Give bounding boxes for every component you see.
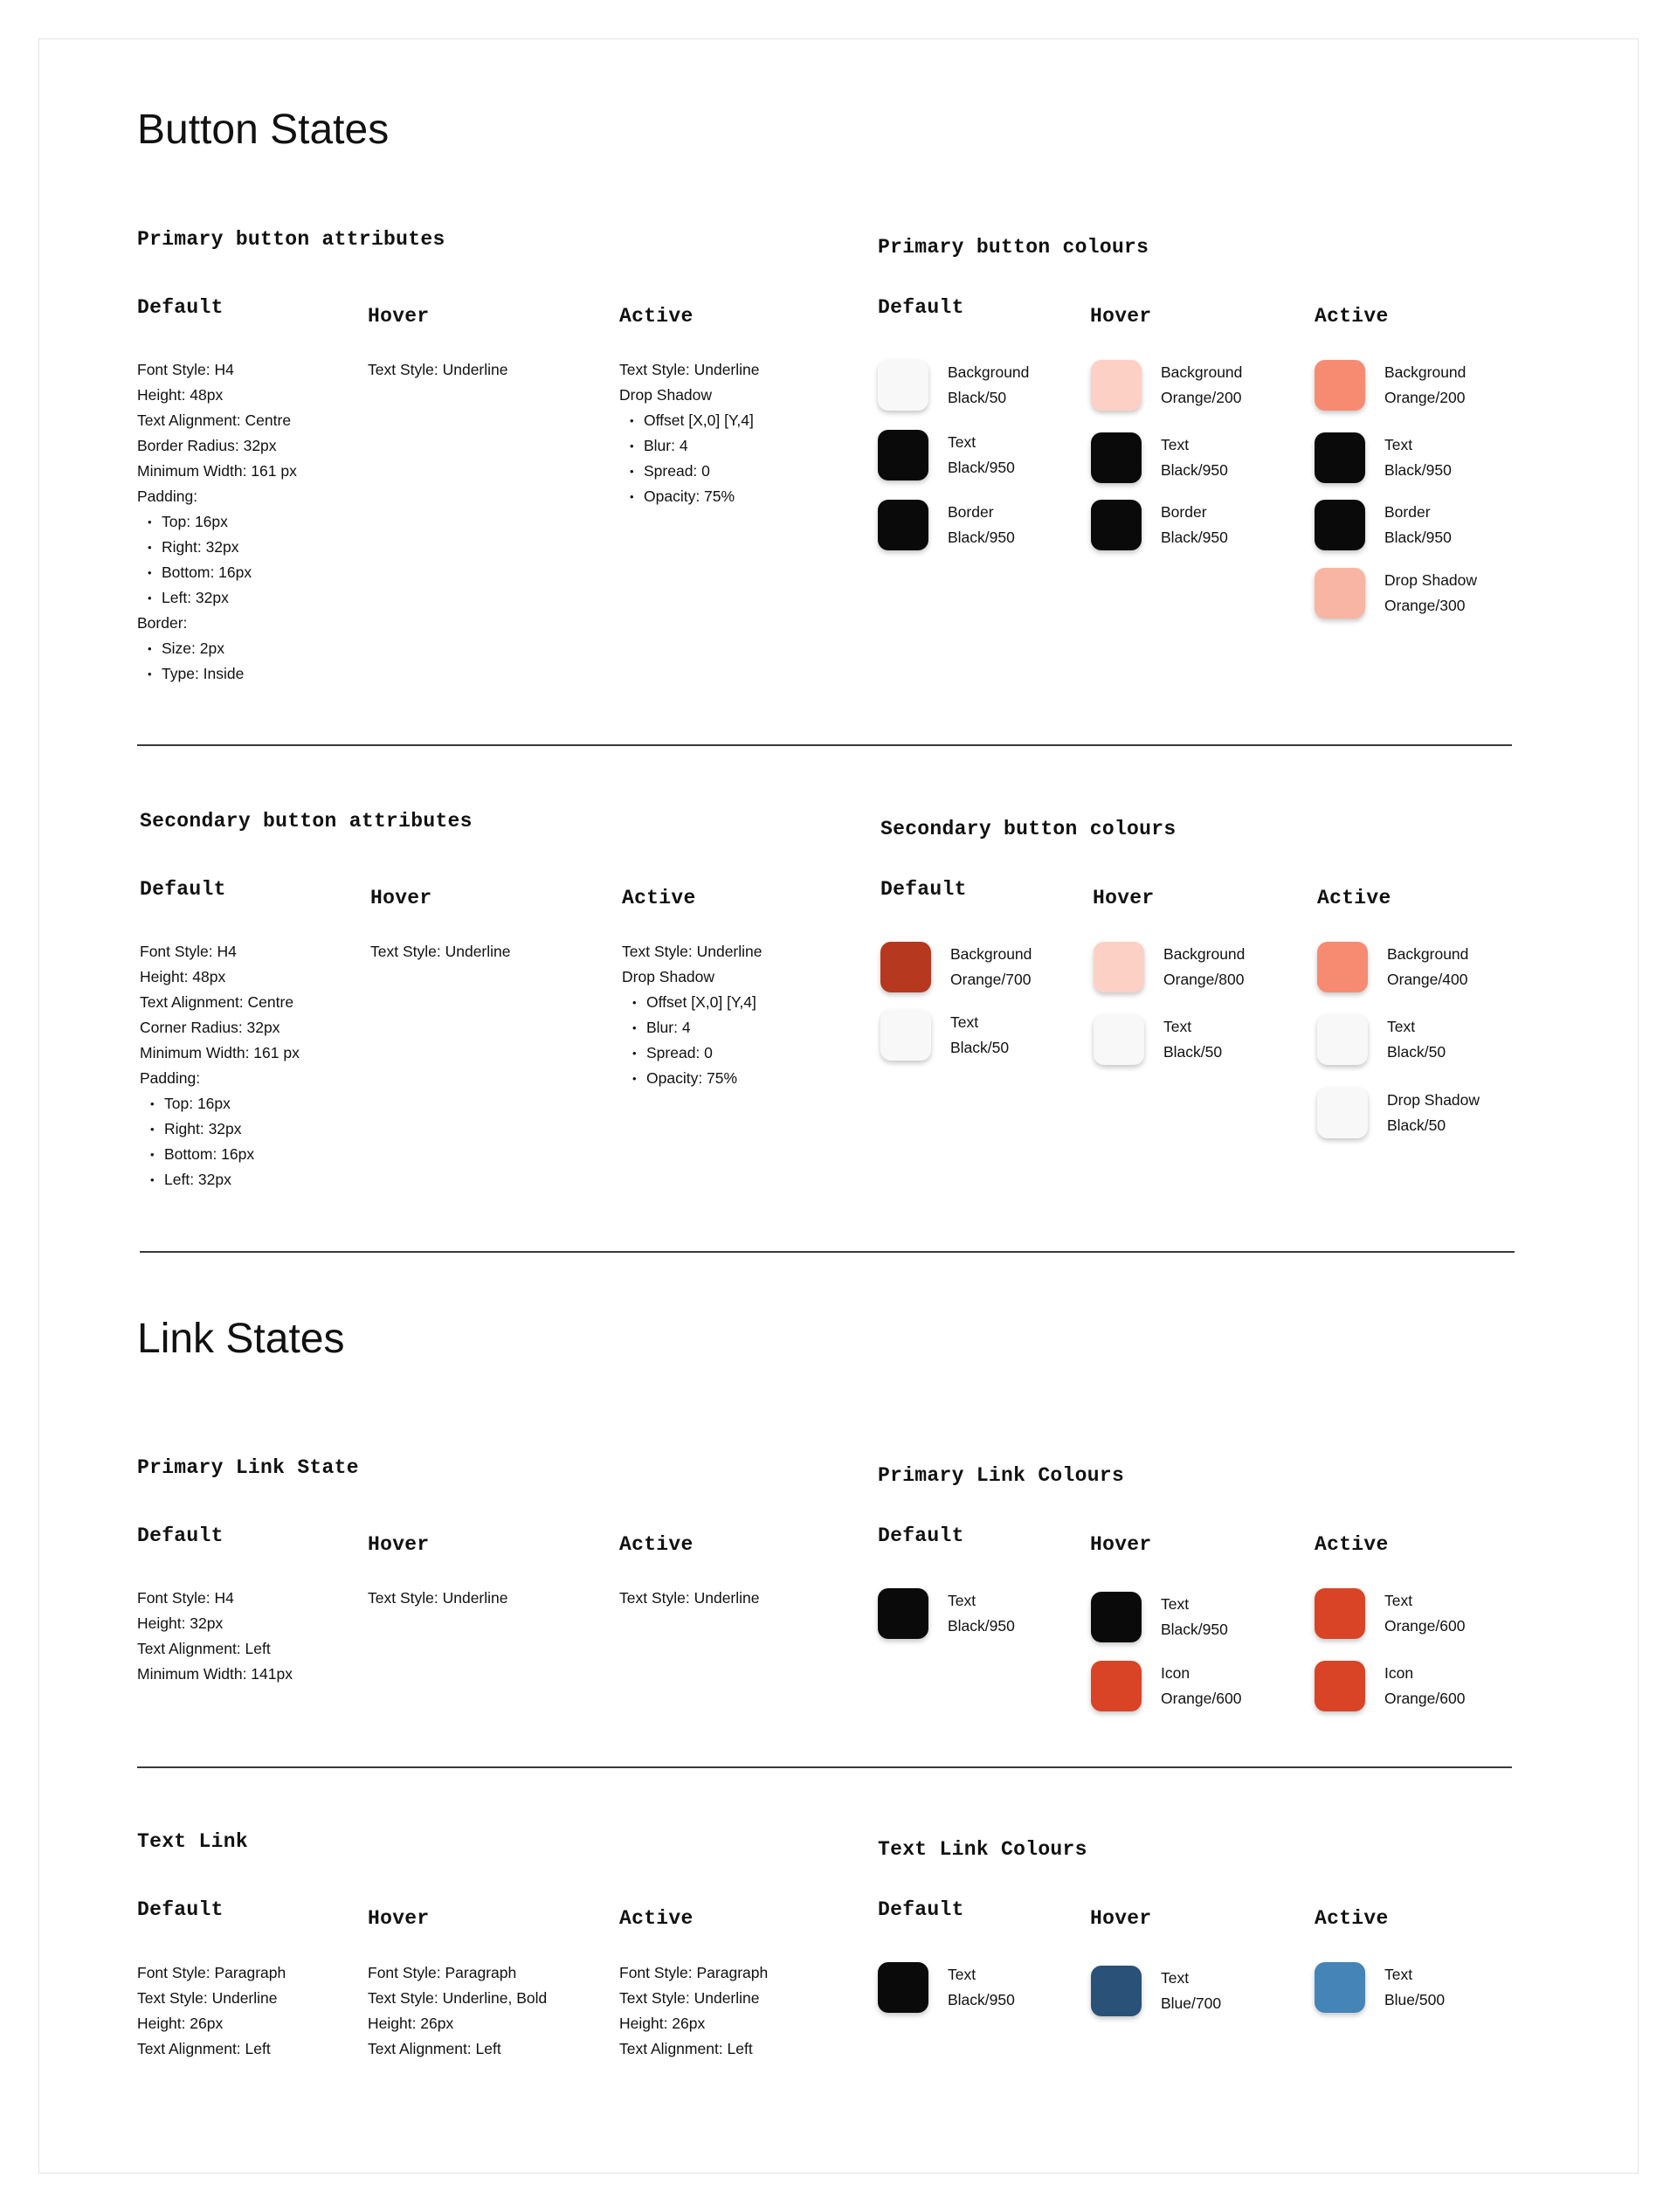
primary-link-default-heading: Default <box>137 1524 224 1547</box>
attribute-line: Height: 32px <box>137 1614 224 1632</box>
swatch-label <box>1163 1014 1222 1065</box>
attribute-line: • Right: 32px <box>137 535 297 560</box>
primary-col-default-heading: Default <box>878 296 964 319</box>
primary-link-col-active-heading: Active <box>1315 1533 1389 1556</box>
attribute-line: Font Style: H4 <box>137 1589 234 1607</box>
colour-swatch <box>880 942 931 992</box>
primary-attributes-title: Primary button attributes <box>137 228 445 251</box>
colour-swatch-row <box>1315 1661 1465 1711</box>
swatch-role: Text <box>1384 436 1413 453</box>
swatch-label <box>1163 942 1245 992</box>
swatch-role: Icon <box>1161 1664 1190 1682</box>
swatch-token: Black/950 <box>1384 461 1452 479</box>
swatch-token: Orange/700 <box>950 971 1032 988</box>
colour-swatch-row <box>1091 1592 1228 1642</box>
primary-colours-title: Primary button colours <box>878 236 1149 259</box>
swatch-role: Background <box>950 945 1032 963</box>
attribute-line: Height: 26px <box>368 2015 454 2032</box>
colour-swatch-row <box>1315 1588 1465 1639</box>
attribute-line: • Bottom: 16px <box>140 1142 300 1167</box>
attribute-line: Minimum Width: 161 px <box>137 462 297 480</box>
swatch-label <box>1384 1588 1465 1639</box>
swatch-label <box>1161 1966 1221 2016</box>
attribute-line: Text Alignment: Left <box>619 2040 753 2057</box>
attribute-line: Text Style: Underline <box>619 1589 760 1607</box>
attribute-line: Text Style: Underline <box>368 1589 508 1607</box>
primary-attr-default-list <box>137 357 297 687</box>
attribute-line: Drop Shadow <box>619 386 713 404</box>
attribute-line: • Left: 32px <box>140 1167 300 1192</box>
colour-swatch <box>1094 1014 1144 1065</box>
attribute-line: Minimum Width: 141px <box>137 1665 293 1683</box>
colour-swatch <box>1091 432 1142 483</box>
colour-swatch <box>878 500 928 550</box>
attribute-line: Corner Radius: 32px <box>140 1019 280 1036</box>
text-link-col-hover-heading: Hover <box>1090 1907 1152 1930</box>
primary-link-hover-list <box>368 1586 508 1611</box>
swatch-token: Black/950 <box>1161 529 1228 546</box>
attribute-line: • Right: 32px <box>140 1116 300 1142</box>
colour-swatch-row <box>1315 432 1452 483</box>
attribute-line: Padding: <box>137 487 198 505</box>
attribute-line: Font Style: Paragraph <box>619 1964 769 1981</box>
section-divider <box>140 1251 1515 1253</box>
swatch-role: Text <box>1163 1018 1192 1035</box>
swatch-token: Black/50 <box>1387 1043 1446 1061</box>
colour-swatch <box>1094 942 1144 992</box>
section-divider <box>137 744 1512 746</box>
swatch-label <box>948 1962 1015 2013</box>
swatch-label <box>948 1588 1015 1639</box>
secondary-attr-active-heading: Active <box>622 887 696 909</box>
attribute-line: • Blur: 4 <box>619 433 760 459</box>
colour-swatch-row <box>1315 500 1452 550</box>
attribute-line: Font Style: H4 <box>140 943 237 960</box>
swatch-label <box>1161 360 1242 411</box>
swatch-label <box>948 500 1015 550</box>
colour-swatch <box>1317 1088 1368 1138</box>
swatch-token: Blue/700 <box>1161 1994 1222 2012</box>
attribute-line: • Spread: 0 <box>619 459 760 484</box>
primary-link-default-list <box>137 1586 293 1687</box>
colour-swatch <box>1315 432 1365 483</box>
swatch-label <box>1387 1014 1446 1065</box>
swatch-token: Orange/200 <box>1384 389 1466 406</box>
swatch-role: Text <box>948 1966 977 1983</box>
attribute-line: • Top: 16px <box>140 1091 300 1116</box>
swatch-role: Drop Shadow <box>1384 571 1478 589</box>
primary-link-active-list <box>619 1586 760 1611</box>
attribute-line: Text Alignment: Left <box>368 2040 501 2057</box>
swatch-token: Black/50 <box>950 1039 1010 1056</box>
primary-attr-active-list <box>619 357 760 509</box>
colour-swatch <box>878 430 928 480</box>
swatch-role: Text <box>1161 1595 1190 1613</box>
attribute-line: Height: 48px <box>140 968 226 985</box>
swatch-token: Orange/800 <box>1163 971 1245 988</box>
colour-swatch <box>1091 360 1142 411</box>
colour-swatch <box>1315 568 1365 619</box>
swatch-token: Black/50 <box>1163 1043 1223 1061</box>
attribute-line: • Bottom: 16px <box>137 560 297 585</box>
attribute-line: Height: 26px <box>137 2015 224 2032</box>
link-states-title: Link States <box>137 1316 345 1362</box>
swatch-role: Text <box>950 1013 979 1031</box>
swatch-role: Background <box>1387 945 1469 963</box>
colour-swatch-row <box>1091 432 1228 483</box>
swatch-token: Orange/600 <box>1384 1690 1466 1707</box>
secondary-colours-title: Secondary button colours <box>880 818 1177 840</box>
primary-link-hover-heading: Hover <box>368 1533 430 1556</box>
swatch-label <box>1384 360 1466 411</box>
swatch-label <box>1384 1661 1465 1711</box>
swatch-role: Text <box>948 1592 977 1609</box>
colour-swatch <box>1091 1966 1142 2016</box>
attribute-line: • Blur: 4 <box>622 1015 763 1040</box>
swatch-role: Border <box>948 503 994 521</box>
secondary-col-active-heading: Active <box>1317 887 1391 909</box>
attribute-line: Padding: <box>140 1069 201 1087</box>
swatch-token: Black/950 <box>948 459 1015 476</box>
swatch-label <box>1387 942 1468 992</box>
section-divider <box>137 1766 1512 1768</box>
attribute-line: Font Style: H4 <box>137 361 234 378</box>
colour-swatch <box>1317 1014 1368 1065</box>
text-link-active-heading: Active <box>619 1907 694 1930</box>
primary-link-active-heading: Active <box>619 1533 694 1556</box>
attribute-line: Border: <box>137 614 188 632</box>
colour-swatch <box>1315 360 1365 411</box>
colour-swatch <box>1315 1588 1365 1639</box>
colour-swatch <box>1315 500 1365 550</box>
attribute-line: Text Alignment: Left <box>137 2040 271 2057</box>
secondary-attr-active-list <box>622 939 763 1091</box>
swatch-token: Black/50 <box>948 389 1007 406</box>
colour-swatch <box>878 360 928 411</box>
colour-swatch-row <box>878 360 1029 411</box>
swatch-label <box>950 1010 1009 1061</box>
attribute-line: Border Radius: 32px <box>137 437 277 454</box>
swatch-label <box>948 360 1029 411</box>
swatch-label <box>948 430 1015 480</box>
attribute-line: Height: 48px <box>137 386 224 404</box>
swatch-role: Border <box>1384 503 1431 521</box>
attribute-line: Height: 26px <box>619 2015 706 2032</box>
attribute-line: Text Alignment: Centre <box>140 993 294 1011</box>
secondary-attr-default-heading: Default <box>140 878 226 901</box>
colour-swatch <box>878 1962 928 2013</box>
attribute-line: Text Alignment: Left <box>137 1640 271 1657</box>
swatch-label <box>1384 1962 1445 2013</box>
swatch-token: Black/50 <box>1387 1116 1446 1134</box>
colour-swatch <box>878 1588 928 1639</box>
attribute-line: Font Style: Paragraph <box>137 1964 286 1981</box>
colour-swatch-row <box>878 500 1015 550</box>
colour-swatch <box>1315 1962 1365 2013</box>
attribute-line: Text Style: Underline, Bold <box>368 1989 548 2007</box>
colour-swatch <box>1091 500 1142 550</box>
primary-link-col-default-heading: Default <box>878 1524 964 1547</box>
attribute-line: Text Style: Underline <box>368 361 508 378</box>
primary-link-colours-title: Primary Link Colours <box>878 1464 1125 1487</box>
colour-swatch-row <box>1094 1014 1222 1065</box>
text-link-col-active-heading: Active <box>1315 1907 1389 1930</box>
swatch-role: Text <box>1387 1018 1416 1035</box>
swatch-token: Black/950 <box>948 529 1015 546</box>
secondary-attributes-title: Secondary button attributes <box>140 810 473 833</box>
text-link-title: Text Link <box>137 1830 248 1853</box>
text-link-active-list <box>619 1960 768 2062</box>
primary-col-hover-heading: Hover <box>1090 305 1152 328</box>
swatch-label <box>1384 432 1452 483</box>
colour-swatch-row <box>1317 1014 1446 1065</box>
swatch-label <box>950 942 1032 992</box>
text-link-colours-title: Text Link Colours <box>878 1838 1087 1861</box>
colour-swatch-row <box>1094 942 1245 992</box>
colour-swatch-row <box>1091 500 1228 550</box>
swatch-token: Black/950 <box>1161 461 1228 479</box>
button-states-title: Button States <box>137 107 390 153</box>
attribute-line: • Opacity: 75% <box>622 1066 763 1091</box>
primary-link-col-hover-heading: Hover <box>1090 1533 1152 1556</box>
attribute-line: • Opacity: 75% <box>619 484 760 509</box>
colour-swatch-row <box>1317 1088 1480 1138</box>
swatch-role: Text <box>1384 1966 1413 1983</box>
attribute-line: • Offset [X,0] [Y,4] <box>619 408 760 433</box>
attribute-line: • Top: 16px <box>137 509 297 535</box>
primary-attr-default-heading: Default <box>137 296 224 319</box>
colour-swatch <box>1091 1661 1142 1711</box>
spec-sheet <box>38 38 1639 2174</box>
swatch-label <box>1161 432 1228 483</box>
attribute-line: Text Style: Underline <box>619 1989 760 2007</box>
primary-col-active-heading: Active <box>1315 305 1389 328</box>
attribute-line: Text Style: Underline <box>370 943 511 960</box>
colour-swatch <box>1315 1661 1365 1711</box>
swatch-token: Orange/600 <box>1384 1617 1466 1635</box>
text-link-hover-heading: Hover <box>368 1907 430 1930</box>
swatch-label <box>1161 1661 1241 1711</box>
swatch-role: Icon <box>1384 1664 1414 1682</box>
text-link-default-heading: Default <box>137 1898 224 1921</box>
swatch-token: Blue/500 <box>1384 1991 1446 2008</box>
colour-swatch-row <box>1091 1661 1241 1711</box>
swatch-role: Text <box>1384 1592 1413 1609</box>
attribute-line: • Offset [X,0] [Y,4] <box>622 990 763 1015</box>
colour-swatch <box>1091 1592 1142 1642</box>
attribute-line: Drop Shadow <box>622 968 715 985</box>
swatch-label <box>1161 500 1228 550</box>
attribute-line: • Spread: 0 <box>622 1040 763 1066</box>
swatch-role: Background <box>948 363 1030 381</box>
swatch-label <box>1384 500 1452 550</box>
colour-swatch-row <box>878 1962 1015 2013</box>
swatch-label <box>1161 1592 1228 1642</box>
primary-attr-hover-list <box>368 357 508 383</box>
secondary-attr-default-list <box>140 939 300 1192</box>
colour-swatch <box>1317 942 1368 992</box>
colour-swatch-row <box>1315 568 1477 619</box>
colour-swatch-row <box>1091 360 1242 411</box>
swatch-role: Border <box>1161 503 1207 521</box>
text-link-col-default-heading: Default <box>878 1898 964 1921</box>
attribute-line: • Type: Inside <box>137 661 297 687</box>
swatch-role: Text <box>948 433 977 451</box>
swatch-label <box>1384 568 1477 619</box>
swatch-token: Orange/400 <box>1387 971 1468 988</box>
swatch-token: Orange/600 <box>1161 1690 1242 1707</box>
swatch-token: Orange/300 <box>1384 597 1466 614</box>
swatch-token: Black/950 <box>948 1991 1015 2008</box>
swatch-role: Text <box>1161 1969 1190 1987</box>
swatch-role: Background <box>1161 363 1243 381</box>
swatch-role: Background <box>1384 363 1467 381</box>
text-link-default-list <box>137 1960 286 2062</box>
attribute-line: Text Style: Underline <box>619 361 760 378</box>
attribute-line: Minimum Width: 161 px <box>140 1044 300 1061</box>
text-link-hover-list <box>368 1960 547 2062</box>
colour-swatch-row <box>878 1588 1015 1639</box>
attribute-line: • Size: 2px <box>137 636 297 661</box>
attribute-line: Text Alignment: Centre <box>137 411 292 429</box>
attribute-line: Font Style: Paragraph <box>368 1964 517 1981</box>
colour-swatch <box>880 1010 931 1061</box>
colour-swatch-row <box>880 942 1032 992</box>
colour-swatch-row <box>1315 1962 1445 2013</box>
swatch-token: Black/950 <box>1384 529 1452 546</box>
primary-link-title: Primary Link State <box>137 1456 359 1479</box>
swatch-role: Text <box>1161 436 1190 453</box>
swatch-role: Background <box>1163 945 1246 963</box>
attribute-line: Text Style: Underline <box>622 943 763 960</box>
swatch-token: Black/950 <box>948 1617 1015 1635</box>
swatch-role: Drop Shadow <box>1387 1091 1480 1109</box>
colour-swatch-row <box>880 1010 1009 1061</box>
secondary-col-default-heading: Default <box>880 878 967 901</box>
colour-swatch-row <box>1317 942 1468 992</box>
swatch-token: Black/950 <box>1161 1621 1228 1638</box>
secondary-col-hover-heading: Hover <box>1093 887 1155 909</box>
colour-swatch-row <box>878 430 1015 480</box>
primary-attr-hover-heading: Hover <box>368 305 430 328</box>
swatch-label <box>1387 1088 1480 1138</box>
colour-swatch-row <box>1091 1966 1221 2016</box>
colour-swatch-row <box>1315 360 1466 411</box>
secondary-attr-hover-heading: Hover <box>370 887 432 909</box>
attribute-line: • Left: 32px <box>137 585 297 611</box>
primary-attr-active-heading: Active <box>619 305 694 328</box>
attribute-line: Text Style: Underline <box>137 1989 278 2007</box>
swatch-token: Orange/200 <box>1161 389 1242 406</box>
secondary-attr-hover-list <box>370 939 511 964</box>
